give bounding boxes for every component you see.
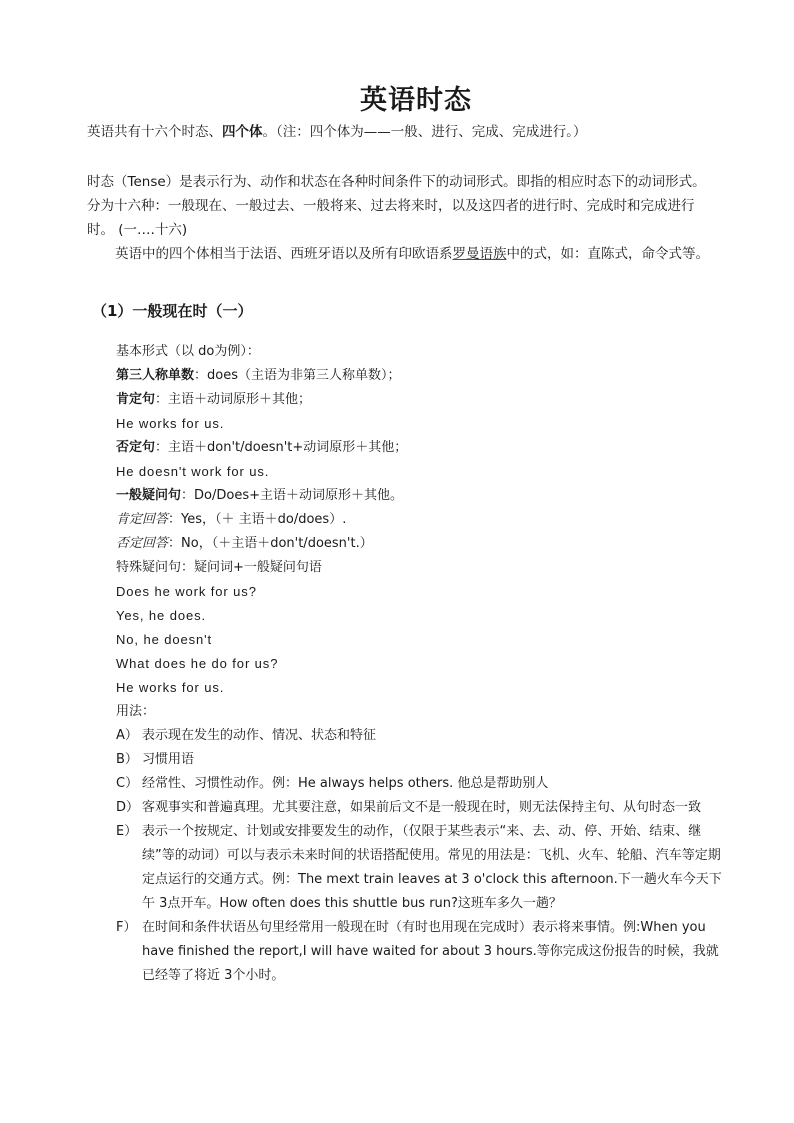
usage-marker: E） bbox=[116, 824, 138, 839]
positive-answer-label: 肯定回答 bbox=[116, 512, 169, 527]
basic-form-block bbox=[116, 340, 722, 724]
usage-text: 客观事实和普遍真理。尤其要注意，如果前后文不是一般现在时，则无法保持主句、从句时态一致 bbox=[142, 800, 702, 815]
usage-marker: D） bbox=[116, 800, 140, 815]
negative-label: 否定句 bbox=[116, 440, 156, 455]
usage-marker: C） bbox=[116, 776, 139, 791]
usage-item bbox=[116, 724, 722, 748]
example-line: He works for us. bbox=[116, 680, 225, 695]
usage-text: 在时间和条件状语丛句里经常用一般现在时（有时也用现在完成时）表示将来事情。例:When you have finished the report,I will have waited for about 3 hours.等你完成这份报告的时候，我就已经等了将近 3个小时。 bbox=[142, 920, 719, 983]
usage-list bbox=[116, 724, 722, 988]
negative-answer-line bbox=[116, 532, 722, 556]
affirmative-line bbox=[116, 388, 722, 412]
usage-text: 表示一个按规定、计划或安排要发生的动作，（仅限于某些表示“来、去、动、停、开始、结束、继续”等的动词）可以与表示未来时间的状语搭配使用。常见的用法是：飞机、火车、轮船、汽车等定期定点运行的交通方式。例：The mext train leaves at 3 o'clock this afternoon.下一趟火车今天下午 3点开车。How often does this shuttle bus run?这班车多久一趟？ bbox=[142, 824, 722, 911]
basic-form-line: 基本形式（以 do为例）： bbox=[116, 344, 260, 359]
page-title: 英语时态 bbox=[360, 85, 472, 116]
aspect-paragraph bbox=[87, 242, 717, 266]
usage-item bbox=[116, 820, 722, 916]
usage-text: 习惯用语 bbox=[142, 752, 195, 767]
usage-item bbox=[116, 916, 722, 988]
usage-text: 表示现在发生的动作、情况、状态和特征 bbox=[142, 728, 377, 743]
question-line bbox=[116, 484, 722, 508]
special-question-line: 特殊疑问句：疑问词+一般疑问句语 bbox=[116, 560, 322, 575]
intro-bold: 四个体 bbox=[222, 124, 263, 140]
third-person-line bbox=[116, 364, 722, 388]
section-heading: （1）一般现在时（一） bbox=[92, 302, 253, 320]
aspect-pre: 英语中的四个体相当于法语、西班牙语以及所有印欧语系 bbox=[115, 246, 453, 262]
usage-item bbox=[116, 748, 722, 772]
negative-line bbox=[116, 436, 722, 460]
usage-heading: 用法： bbox=[116, 704, 156, 719]
question-label: 一般疑问句 bbox=[116, 488, 182, 503]
question-text: ：Do/Does+主语＋动词原形＋其他。 bbox=[181, 488, 403, 503]
example-line: No, he doesn't bbox=[116, 632, 213, 647]
affirmative-text: ：主语＋动词原形＋其他； bbox=[155, 392, 312, 407]
usage-marker: A） bbox=[116, 728, 138, 743]
affirmative-label: 肯定句 bbox=[116, 392, 156, 407]
romance-languages-link[interactable]: 罗曼语族 bbox=[452, 246, 507, 262]
example-line: He doesn't work for us. bbox=[116, 464, 270, 479]
usage-item bbox=[116, 796, 722, 820]
intro-pre: 英语共有十六个时态、 bbox=[87, 124, 222, 140]
third-person-label: 第三人称单数 bbox=[116, 368, 195, 383]
negative-answer-text: ：No，（＋主语＋don't/doesn't.） bbox=[168, 536, 373, 551]
negative-text: ：主语＋don't/doesn't+动词原形＋其他； bbox=[155, 440, 408, 455]
example-line: What does he do for us? bbox=[116, 656, 279, 671]
intro-paragraph bbox=[87, 120, 717, 144]
usage-text: 经常性、习惯性动作。例：He always helps others. 他总是帮助别人 bbox=[142, 776, 549, 791]
third-person-text: ：does（主语为非第三人称单数）； bbox=[194, 368, 401, 383]
aspect-post: 中的式，如：直陈式，命令式等。 bbox=[506, 246, 709, 262]
usage-marker: B） bbox=[116, 752, 138, 767]
negative-answer-label: 否定回答 bbox=[116, 536, 169, 551]
example-line: Yes, he does. bbox=[116, 608, 207, 623]
positive-answer-line bbox=[116, 508, 722, 532]
example-line: He works for us. bbox=[116, 416, 225, 431]
tense-definition-paragraph: 时态（Tense）是表示行为、动作和状态在各种时间条件下的动词形式。即指的相应时态下的动词形式。分为十六种：一般现在、一般过去、一般将来、过去将来时，以及这四者的进行时、完成时和完成进行时。 (一….十六) bbox=[87, 174, 706, 238]
usage-marker: F） bbox=[116, 920, 137, 935]
positive-answer-text: ：Yes，（＋ 主语＋do/does）. bbox=[168, 512, 347, 527]
intro-post: 。（注：四个体为——一般、进行、完成、完成进行。） bbox=[262, 124, 587, 140]
usage-item bbox=[116, 772, 722, 796]
example-line: Does he work for us? bbox=[116, 584, 257, 599]
